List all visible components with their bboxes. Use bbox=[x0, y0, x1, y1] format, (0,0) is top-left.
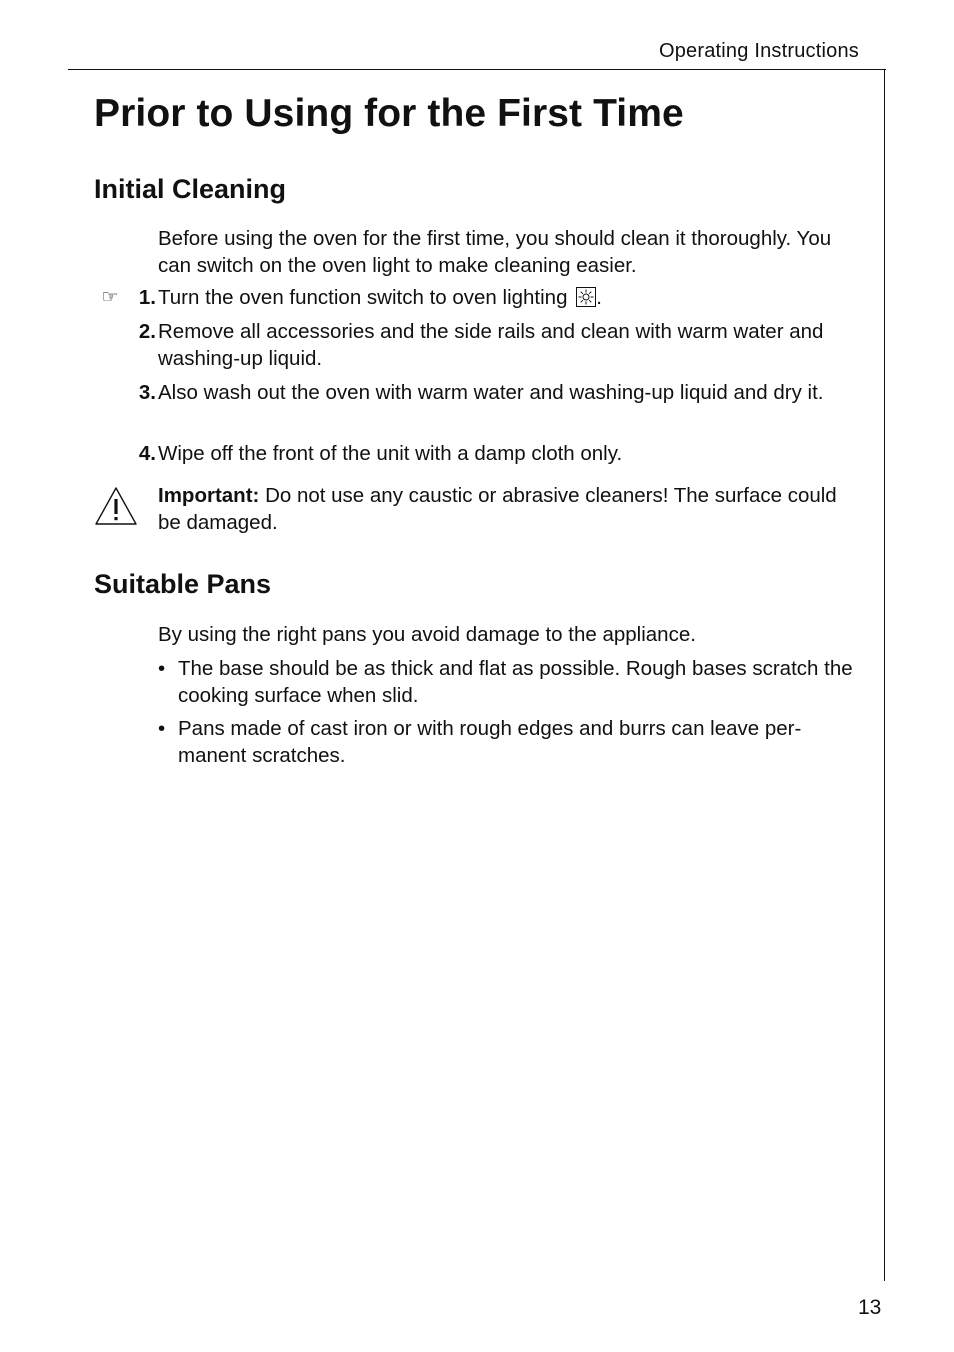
oven-light-icon bbox=[576, 287, 596, 307]
initial-cleaning-intro: Before using the oven for the first time, you should clean it thoroughly. You can switch on the oven light to make cleaning easier. bbox=[158, 227, 832, 277]
bullet-dot-icon: • bbox=[158, 717, 166, 740]
header-rule bbox=[68, 69, 886, 70]
bullet-text: Pans made of cast iron or with rough edges and burrs can leave per-manent scratches. bbox=[178, 717, 802, 767]
warning-text: Do not use any caustic or abrasive cleaners! The surface could be damaged. bbox=[158, 484, 837, 534]
step-text: Remove all accessories and the side rails and clean with warm water and washing-up liquid. bbox=[158, 320, 824, 370]
step-suffix: . bbox=[596, 286, 602, 309]
step-number: 2. bbox=[138, 320, 156, 343]
step-text: Turn the oven function switch to oven lighting bbox=[158, 286, 568, 309]
bullet-text: The base should be as thick and flat as possible. Rough bases scratch the cooking surface when slid. bbox=[178, 657, 853, 707]
warning-triangle-icon bbox=[94, 486, 138, 531]
warning-label: Important: bbox=[158, 484, 260, 507]
pointing-hand-icon: ☞ bbox=[101, 286, 119, 308]
right-margin-rule bbox=[884, 69, 885, 1281]
step-text: Wipe off the front of the unit with a damp cloth only. bbox=[158, 442, 623, 465]
step-number: 3. bbox=[138, 381, 156, 404]
step-number: 4. bbox=[138, 442, 156, 465]
step-number: 1. bbox=[138, 286, 156, 309]
page-title: Prior to Using for the First Time bbox=[94, 92, 684, 135]
section-heading-suitable-pans: Suitable Pans bbox=[94, 569, 272, 599]
suitable-pans-intro: By using the right pans you avoid damage to the appliance. bbox=[158, 623, 696, 646]
section-heading-initial-cleaning: Initial Cleaning bbox=[94, 174, 287, 204]
bullet-dot-icon: • bbox=[158, 657, 166, 680]
page-number: 13 bbox=[858, 1296, 882, 1319]
running-header: Operating Instructions bbox=[658, 40, 859, 62]
step-text: Also wash out the oven with warm water and washing-up liquid and dry it. bbox=[158, 381, 824, 404]
